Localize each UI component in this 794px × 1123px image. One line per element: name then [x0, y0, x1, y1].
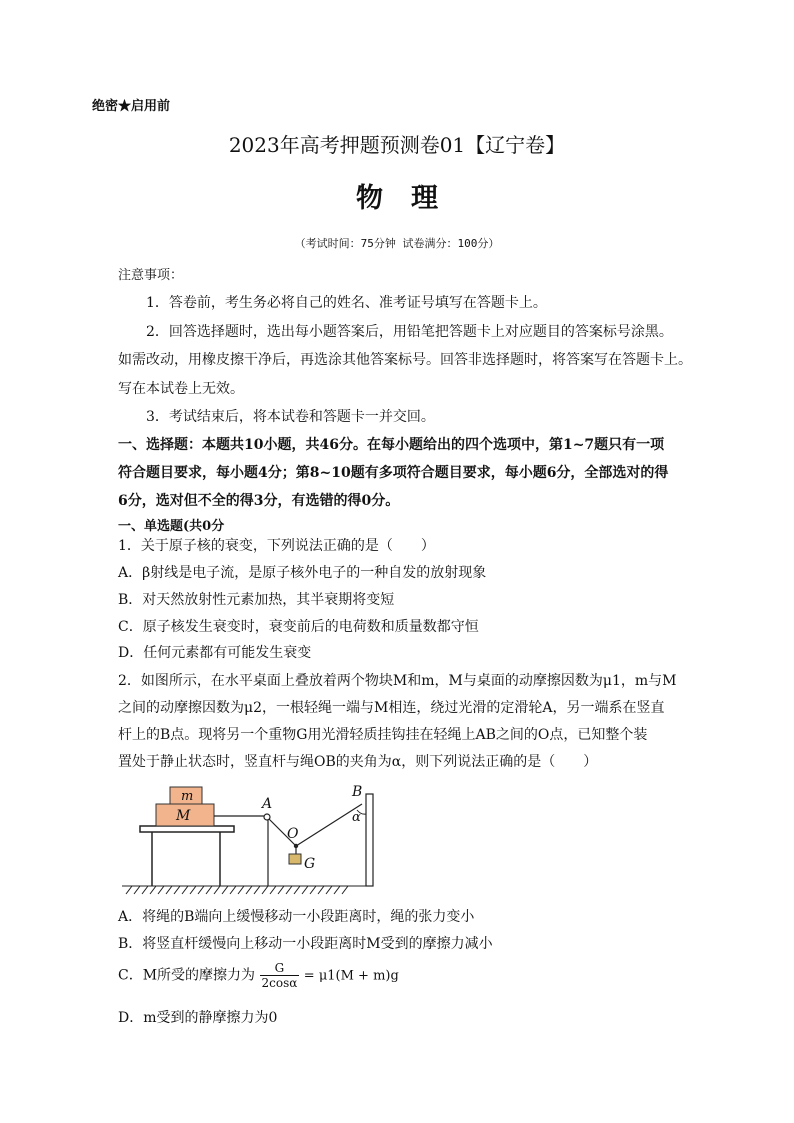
- rope: [214, 804, 362, 886]
- single-choice-heading: 一、单选题(共0分: [118, 519, 225, 534]
- q2-option-b: B．将竖直杆缓慢向上移动一小段距离时M受到的摩擦力减小: [118, 936, 493, 952]
- ground-hatch: [122, 886, 368, 894]
- label-A: A: [262, 796, 273, 812]
- label-m: m: [181, 789, 194, 804]
- subject-char-1: 物: [356, 183, 383, 214]
- q2-option-c-prefix: C．M所受的摩擦力为: [118, 967, 256, 984]
- label-G: G: [304, 856, 316, 872]
- q2-stem-line-4: 置处于静止状态时，竖直杆与绳OB的夹角为α，则下列说法正确的是（ ）: [118, 754, 598, 770]
- fraction-denominator: 2cosα: [261, 976, 298, 990]
- weight-G: [289, 854, 301, 864]
- q2-option-c-suffix: = μ1(M + m)g: [303, 968, 399, 984]
- point-O: [294, 844, 298, 848]
- secret-mark: 绝密★启用前: [92, 99, 171, 114]
- q2-option-c: [118, 961, 399, 990]
- label-M: M: [176, 808, 191, 824]
- note-item-2-line-1: 2．回答选择题时，选出每小题答案后，用铅笔把答题卡上对应题目的答案标号涂黑。: [146, 324, 673, 340]
- table: [140, 826, 234, 886]
- pulley-A: [264, 814, 270, 820]
- notes-heading: 注意事项：: [118, 268, 184, 283]
- q2-diagram: [118, 782, 398, 898]
- exam-info: （考试时间：75分钟 试卷满分：100分）: [294, 237, 500, 250]
- q2-option-d: D．m受到的静摩擦力为0: [118, 1010, 278, 1026]
- label-alpha: α: [352, 810, 361, 825]
- q2-option-c-fraction: [260, 961, 300, 990]
- q2-stem-line-1: 2．如图所示，在水平桌面上叠放着两个物块M和m，M与桌面的动摩擦因数为μ1，m与M: [118, 673, 677, 689]
- q1-option-b: B．对天然放射性元素加热，其半衰期将变短: [118, 592, 395, 608]
- exam-title: 2023年高考押题预测卷01【辽宁卷】: [228, 133, 566, 157]
- q1-option-c: C．原子核发生衰变时，衰变前后的电荷数和质量数都守恒: [118, 619, 479, 635]
- section1-instructions-line-1: 一、选择题：本题共10小题，共46分。在每小题给出的四个选项中，第1~7题只有一项: [118, 437, 665, 453]
- section1-instructions-line-3: 6分，选对但不全的得3分，有选错的得0分。: [118, 493, 400, 509]
- note-item-1: 1．答卷前，考生务必将自己的姓名、准考证号填写在答题卡上。: [146, 295, 547, 311]
- label-B: B: [352, 784, 363, 800]
- q1-option-d: D．任何元素都有可能发生衰变: [118, 645, 312, 661]
- q2-option-a: A．将绳的B端向上缓慢移动一小段距离时，绳的张力变小: [118, 909, 475, 925]
- note-item-2-line-3: 写在本试卷上无效。: [118, 381, 244, 397]
- section1-instructions-line-2: 符合题目要求，每小题4分；第8~10题有多项符合题目要求，每小题6分，全部选对的得: [118, 465, 669, 481]
- fraction-numerator: G: [260, 961, 300, 976]
- note-item-3: 3．考试结束后，将本试卷和答题卡一并交回。: [146, 409, 435, 425]
- q2-stem-line-3: 杆上的B点。现将另一个重物G用光滑轻质挂钩挂在轻绳上AB之间的O点，已知整个装: [118, 727, 648, 743]
- q1-option-a: A．β射线是电子流，是原子核外电子的一种自发的放射现象: [118, 565, 487, 581]
- subject-char-2: 理: [411, 183, 438, 214]
- vertical-rod: [366, 794, 373, 886]
- note-item-2-line-2: 如需改动，用橡皮擦干净后，再选涂其他答案标号。回答非选择题时，将答案写在答题卡上。: [118, 352, 692, 368]
- q2-stem-line-2: 之间的动摩擦因数为μ2，一根轻绳一端与M相连，绕过光滑的定滑轮A，另一端系在竖直: [118, 700, 665, 716]
- q1-stem: 1．关于原子核的衰变，下列说法正确的是（ ）: [118, 538, 435, 554]
- subject-title: [0, 176, 794, 215]
- label-O: O: [287, 826, 299, 842]
